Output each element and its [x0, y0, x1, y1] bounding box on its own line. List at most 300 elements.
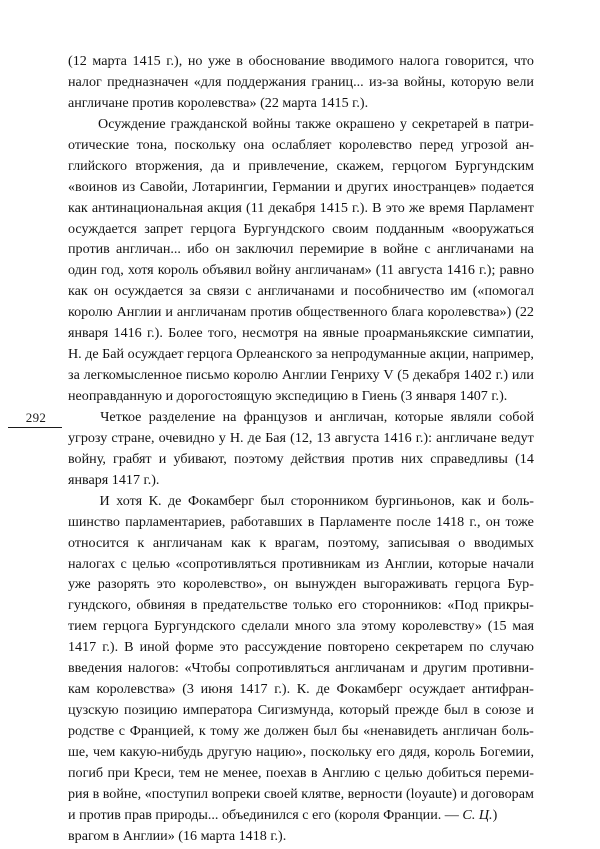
word: рассуждение	[244, 639, 322, 656]
text-line	[68, 449, 534, 470]
word: (12	[68, 53, 87, 69]
word: иностранцев»	[393, 178, 477, 195]
word: к	[198, 723, 206, 739]
word: вели	[506, 73, 534, 90]
word: уже	[68, 576, 91, 593]
word: войну	[255, 262, 292, 279]
word: из-за	[368, 73, 399, 90]
text-line	[68, 260, 534, 281]
word: целью	[384, 764, 423, 781]
word: привлечение,	[248, 157, 329, 174]
word: поскольку	[310, 743, 372, 760]
word: V	[383, 367, 394, 384]
word: объявил	[202, 262, 252, 279]
word: и	[158, 450, 167, 467]
word: с	[374, 764, 381, 781]
word: боль-	[501, 723, 534, 739]
word: границ...	[311, 73, 364, 90]
word: с	[120, 555, 127, 572]
word: герцога	[102, 618, 149, 635]
word: (14	[515, 450, 534, 467]
word: как	[68, 199, 88, 216]
word: англичанам»	[295, 262, 372, 279]
word: тем	[178, 764, 201, 781]
word: дядя,	[399, 743, 431, 760]
word: скажем,	[336, 157, 384, 174]
text-line: англичане против королевства» (22 марта 1415 г.).	[68, 94, 369, 111]
word: Богемии,	[479, 743, 534, 760]
word: г.).	[274, 681, 291, 698]
word: это	[156, 576, 176, 593]
word: чем	[93, 743, 116, 760]
word: в	[92, 785, 100, 802]
word: войны,	[403, 73, 446, 90]
word: и	[410, 660, 418, 677]
text-line: врагом в Англии» (16 марта 1418 г.).	[68, 827, 287, 844]
word: Англии	[281, 367, 327, 384]
word: у	[399, 115, 407, 132]
word: не	[204, 764, 219, 781]
word: о	[458, 534, 466, 551]
word: тием	[68, 618, 97, 635]
word: зла	[336, 618, 356, 635]
word: поскольку	[174, 136, 236, 153]
word: врагам,	[274, 534, 320, 551]
word: очевидно	[158, 429, 215, 446]
word: Фокамберг	[187, 492, 255, 509]
word: (12,	[290, 429, 313, 446]
word: или	[511, 367, 534, 384]
word: французов	[243, 408, 308, 425]
word: вводимого	[330, 53, 394, 69]
word: Более	[168, 325, 203, 342]
word: антифран-	[471, 681, 534, 698]
word: К.	[296, 681, 310, 698]
word: ан-	[515, 136, 534, 153]
word: в	[483, 115, 490, 132]
word: несмотря	[242, 325, 299, 342]
word: осуждается	[68, 220, 137, 237]
word: говорится,	[444, 53, 509, 69]
word: договорам	[471, 785, 534, 802]
text-line	[68, 637, 534, 658]
word: был	[313, 723, 338, 739]
page-number: 292	[25, 410, 47, 425]
word: его	[376, 743, 395, 760]
word: поддержания	[226, 73, 307, 90]
word: бы	[341, 723, 359, 739]
text-line	[68, 763, 534, 784]
text-line	[68, 491, 534, 512]
text-line	[68, 114, 534, 135]
word: другую	[207, 743, 252, 760]
word: сторонником	[290, 492, 369, 509]
word: Бая	[265, 429, 287, 446]
word: он	[215, 241, 230, 258]
word: г.)	[495, 367, 509, 384]
word: налогов:	[127, 660, 179, 677]
word: своей	[263, 785, 298, 802]
word: того,	[207, 325, 237, 342]
word: Англию	[321, 764, 370, 781]
word: и	[334, 178, 343, 195]
word: по	[469, 639, 484, 656]
word: и	[526, 702, 534, 719]
word: королевству»	[401, 618, 482, 635]
word: Англии	[116, 304, 162, 321]
word: он	[273, 576, 289, 593]
word: Францией,	[129, 723, 195, 739]
word: явные	[322, 325, 359, 342]
word: Парламент	[468, 199, 534, 216]
word: королевства»)	[427, 304, 512, 321]
word: какую-нибудь	[119, 743, 203, 760]
text-line	[68, 323, 534, 344]
text-line: и против прав природы... объединился с его (короля Франции. — С. Ц.)	[68, 806, 498, 823]
word: один	[68, 262, 97, 279]
word: 1416	[446, 262, 475, 279]
word: и	[487, 492, 496, 509]
word: осуждается	[114, 283, 184, 300]
word: герцога	[454, 576, 501, 593]
word: являли	[450, 408, 492, 425]
word: за	[189, 283, 201, 300]
editor-initials: С. Ц.	[462, 806, 493, 823]
word: время	[428, 199, 465, 216]
word: стране,	[111, 429, 155, 446]
word: ведут	[500, 429, 534, 446]
word: также	[295, 115, 331, 132]
word: работавших	[230, 513, 303, 530]
word: угрозу	[68, 429, 108, 446]
word: он	[485, 513, 501, 530]
word: (loyaute)	[405, 785, 457, 802]
word: (11	[246, 199, 265, 216]
text-line	[68, 428, 534, 449]
word: Бургундского	[243, 220, 325, 237]
word: нацию»,	[256, 743, 307, 760]
text-line	[68, 156, 534, 177]
word: де	[316, 681, 330, 698]
word: должен	[264, 723, 309, 739]
word: переми-	[485, 764, 534, 781]
word: Н.	[229, 429, 244, 446]
word: записывая	[388, 534, 450, 551]
word: В	[124, 639, 134, 656]
word: 1415	[319, 199, 348, 216]
word: герцогом	[392, 157, 447, 174]
word: только	[293, 597, 333, 614]
word: противникам	[281, 555, 361, 572]
word: герцога	[190, 220, 236, 237]
word: войны	[252, 115, 291, 132]
word: после	[396, 513, 431, 530]
word: 1417	[68, 639, 97, 656]
word: акция	[207, 199, 242, 216]
word: за	[315, 346, 328, 363]
word: пособничество	[354, 283, 445, 300]
word: де	[85, 346, 99, 363]
word: которые	[438, 555, 488, 572]
word: в	[307, 513, 315, 530]
word: форме	[175, 639, 214, 656]
word: (3	[182, 681, 194, 698]
word: декабря	[268, 199, 316, 216]
text-line	[68, 177, 534, 198]
word: король	[157, 262, 199, 279]
word: г.).	[146, 325, 163, 342]
word: Германии	[272, 178, 331, 195]
word: ше,	[68, 743, 89, 760]
word: войне,	[102, 785, 142, 802]
word: в	[473, 702, 480, 719]
word: поэтому,	[327, 534, 380, 551]
word: англичанами	[257, 283, 335, 300]
word: тона,	[136, 136, 168, 153]
word: англичанами	[436, 241, 514, 258]
word: клятве,	[301, 785, 345, 802]
word: войне	[383, 241, 419, 258]
word: осуждает	[409, 681, 466, 698]
word: де	[247, 429, 262, 446]
word: у	[218, 429, 226, 446]
word: Н.	[68, 346, 82, 363]
word: цузскую	[68, 702, 119, 719]
word: Орлеанского	[236, 346, 313, 363]
word: тоже	[505, 513, 534, 530]
word: которую	[450, 73, 502, 90]
text-line	[68, 198, 534, 219]
text-line	[68, 135, 534, 156]
word: как	[461, 492, 482, 509]
word: этому	[361, 618, 397, 635]
word: за	[68, 367, 80, 384]
word: Осуждение	[98, 115, 166, 132]
word: хотя	[116, 492, 143, 509]
word: ибо	[187, 241, 209, 258]
word: союзе	[485, 702, 521, 719]
word: другим	[423, 660, 467, 677]
word: год,	[100, 262, 124, 279]
word: англичан,	[329, 408, 388, 425]
word: англичан...	[116, 241, 181, 258]
word: г.);	[479, 262, 496, 279]
word: (5	[397, 367, 410, 384]
word: вводимых	[473, 534, 534, 551]
word: мая	[512, 618, 534, 635]
text-line	[68, 239, 534, 260]
word: герцога	[187, 346, 233, 363]
word: и	[165, 304, 173, 321]
word: в	[236, 53, 243, 69]
word: императора	[182, 702, 253, 719]
word: же	[408, 199, 425, 216]
text-line	[68, 574, 534, 595]
word: своим	[332, 220, 369, 237]
word: августа	[334, 429, 380, 446]
word: симпатии,	[472, 325, 534, 342]
word: но	[187, 53, 203, 69]
word: подданным	[375, 220, 445, 237]
word: на	[222, 408, 237, 425]
text-line	[68, 784, 534, 805]
text-line	[68, 281, 534, 302]
word: 1402	[463, 367, 492, 384]
word: июня	[200, 681, 233, 698]
word: против	[250, 304, 293, 321]
word: поэтому	[233, 450, 284, 467]
text-line	[68, 512, 534, 533]
word: Англии,	[384, 555, 433, 572]
word: В	[372, 199, 382, 216]
word: Бургундского	[154, 618, 236, 635]
word: который	[339, 702, 390, 719]
word: них	[400, 450, 424, 467]
text-line	[68, 344, 534, 365]
word: с	[245, 283, 252, 300]
word: непродуманные	[331, 346, 427, 363]
text-line: января 1417 г.).	[68, 471, 160, 488]
page-folio	[8, 410, 64, 428]
word: убивают,	[173, 450, 227, 467]
word: Парламенте	[319, 513, 392, 530]
word: сделали	[241, 618, 289, 635]
word: глийского	[68, 157, 128, 174]
word: (22	[515, 304, 534, 321]
word: англичанам	[335, 660, 405, 677]
word: налог	[68, 73, 102, 90]
word: равно	[499, 262, 534, 279]
word: как	[230, 534, 251, 551]
word: отические	[68, 136, 130, 153]
word: в	[310, 764, 318, 781]
word: им	[450, 283, 467, 300]
word: прикры-	[483, 597, 534, 614]
word: же	[243, 723, 260, 739]
word: что	[513, 53, 534, 69]
word: заключил	[236, 241, 294, 258]
word: добиться	[427, 764, 482, 781]
word: акции,	[429, 346, 469, 363]
text-line	[68, 700, 534, 721]
word: кам	[68, 681, 90, 698]
word: к	[137, 534, 145, 551]
word: и	[340, 283, 349, 300]
word: вынужден	[295, 576, 357, 593]
word: против	[351, 450, 394, 467]
word: подается	[481, 178, 534, 195]
word: Фокамберг	[336, 681, 403, 698]
word: Генриху	[330, 367, 380, 384]
word: был	[260, 492, 285, 509]
word: «для	[193, 73, 222, 90]
word: вторжения,	[135, 157, 203, 174]
word: погиб	[68, 764, 104, 781]
word: родстве	[68, 723, 115, 739]
word: «ненавидеть	[363, 723, 438, 739]
word: секретарей	[411, 115, 479, 132]
word: действия	[290, 450, 345, 467]
word: англичанам	[176, 304, 247, 321]
word: налогах	[68, 555, 116, 572]
word: да	[210, 157, 225, 174]
word: королевства»	[96, 681, 176, 698]
word: она	[243, 136, 265, 153]
word: с	[118, 723, 126, 739]
word: антинациональная	[91, 199, 204, 216]
word: англичане	[436, 429, 497, 446]
word: королевство»,	[182, 576, 267, 593]
word: Савойи,	[139, 178, 188, 195]
word: собой	[498, 408, 534, 425]
text-line	[68, 407, 534, 428]
text-line	[68, 554, 534, 575]
word: секретарем	[395, 639, 464, 656]
word: обвиняя	[136, 597, 186, 614]
word: г.).	[352, 199, 368, 216]
word: января	[68, 325, 109, 342]
word: разорять	[97, 576, 150, 593]
word: случаю	[489, 639, 534, 656]
word: г.),	[166, 53, 183, 69]
word: 1417	[239, 681, 268, 698]
word: был	[444, 702, 468, 719]
word: г.):	[415, 429, 433, 446]
word: целью	[132, 555, 171, 572]
word: осуждает	[127, 346, 184, 363]
word: перемирие	[299, 241, 365, 258]
word: налога	[399, 53, 440, 69]
word: предательстве	[202, 597, 288, 614]
word: угрозой	[460, 136, 508, 153]
word: и	[460, 785, 468, 802]
word: патри-	[494, 115, 534, 132]
word: г.,	[469, 513, 481, 530]
word: на	[303, 325, 318, 342]
word: из	[365, 555, 380, 572]
word: это	[385, 199, 405, 216]
word: как	[68, 283, 88, 300]
word: грабят	[113, 450, 152, 467]
word: гражданской	[170, 115, 248, 132]
word: позицию	[124, 702, 178, 719]
text-line	[68, 533, 534, 554]
text-line	[68, 219, 534, 240]
word: «поступил	[144, 785, 209, 802]
word: К.	[148, 492, 162, 509]
word: относится	[68, 534, 129, 551]
word: ослабляет	[271, 136, 332, 153]
word: проарманьякские	[364, 325, 468, 342]
word: войну,	[68, 450, 106, 467]
word: которые	[394, 408, 444, 425]
word: 1416	[383, 429, 412, 446]
word: королевство	[338, 136, 412, 153]
word: с	[424, 241, 431, 258]
word: г.).	[102, 639, 119, 656]
word: 13	[316, 429, 331, 446]
word: августа	[398, 262, 443, 279]
word: поехав	[265, 764, 307, 781]
folio-rule	[8, 427, 62, 428]
word: начали	[492, 555, 534, 572]
text-line	[68, 302, 534, 323]
word: введения	[68, 660, 123, 677]
word: бургиньонов,	[375, 492, 455, 509]
word: Лотарингии,	[192, 178, 268, 195]
word: Сигизмунда,	[257, 702, 334, 719]
word: англичанам	[152, 534, 223, 551]
